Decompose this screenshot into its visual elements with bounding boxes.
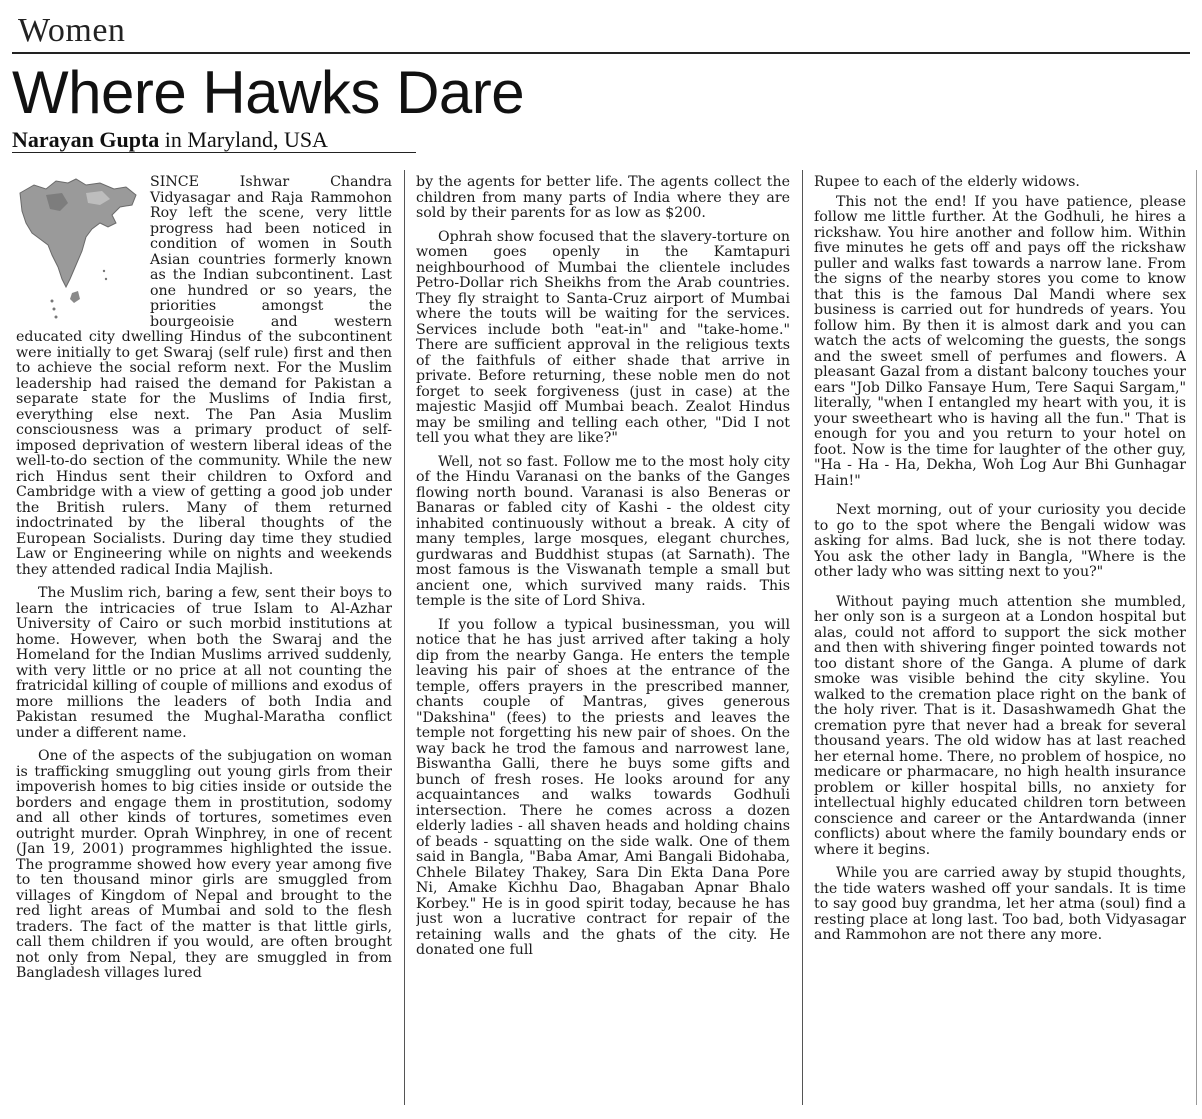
- paragraph: Next morning, out of your curiosity you decide to go to the spot where the Bengali widow was asking for alms. Bad luck, she is not there today. You ask the other lady in Bangla, "Where is the other lady who was sitting next to you?": [814, 502, 1186, 580]
- paragraph: If you follow a typical businessman, you will notice that he has just arrived after taking a holy dip from the nearby Ganga. He enters the temple leaving his pair of shoes at the entrance of the temple, offers prayers in the prescribed manner, chants couple of Mantras, gives generous "Dakshina" (fees) to the priests and leaves the temple not forgetting his new pair of shoes. On the way back he trod the famous and narrowest lane, Biswantha Galli, there he buys some gifts and bunch of fresh roses. He looks around for any acquaintances and walks towards Godhuli intersection. There he comes across a dozen elderly ladies - all shaven heads and holding chains of beads - squatting on the side walk. One of them said in Bangla, "Baba Amar, Ami Bangali Bidohaba, Chhele Bilatey Thakey, Sara Din Ekta Dana Pore Ni, Amake Kichhu Dao, Bhagaban Apnar Bhalo Korbey." He is in good spirit today, because he has just won a lucrative contract for repair of the retaining walls and the ghats of the city. He donated one full: [416, 616, 790, 958]
- byline-author: Narayan Gupta: [12, 127, 160, 152]
- paragraph: Rupee to each of the elderly widows.: [814, 175, 1080, 190]
- byline-divider: [12, 152, 416, 153]
- paragraph: While you are carried away by stupid thoughts, the tide waters washed off your sandals. It is time to say good buy grandma, let her atma (soul) find a resting place at long last. Too bad, both Vidyasagar and Rammohon are not there any more.: [814, 865, 1186, 943]
- column-divider: [802, 170, 803, 1105]
- paragraph: SINCE Ishwar Chandra Vidyasagar and Raja Rammohon Roy left the scene, very little progress had been noticed in condition of women in South Asian countries formerly known as the Indian subcontinent. Last one hundred or so years, the priorities amongst the bourgeoisie and western educated city dwelling Hindus of the subcontinent were initially to get Swaraj (self rule) first and then to achieve the social reform next. For the Muslim leadership had raised the demand for Pakistan a separate state for the Muslims of India first, everything else next. The Pan Asia Muslim consciousness was a primary product of self-imposed deprivation of western liberal ideas of the well-to-do section of the community. While the new rich Hindus sent their children to Oxford and Cambridge with a view of getting a good job under the British rulers. Many of them returned indoctrinated by the liberal thoughts of the European Socialists. During day time they studied Law or Engineering while on nights and weekends they attended radical India Majlish.: [16, 175, 392, 578]
- section-label: Women: [18, 12, 126, 49]
- paragraph: Well, not so fast. Follow me to the most holy city of the Hindu Varanasi on the banks of the Ganges flowing north bound. Varanasi is also Beneras or Banaras or fabled city of Kashi - the oldest city inhabited continuously without a break. A city of many temples, large mosques, elegant churches, gurdwaras and Buddhist stupas (at Sarnath). The most famous is the Viswanath temple a small but ancient one, which survived many raids. This temple is the site of Lord Shiva.: [416, 453, 790, 609]
- headline: Where Hawks Dare: [12, 59, 525, 126]
- paragraph: The Muslim rich, baring a few, sent their boys to learn the intricacies of true Islam to Al-Azhar University of Cairo or such morbid institutions at home. However, when both the Swaraj and the Homeland for the Indian Muslims arrived suddenly, with very little or no price at all not counting the fratricidal killing of couple of millions and exodus of more millions the leaders of both India and Pakistan resumed the Mughal-Maratha conflict under a different name.: [16, 585, 392, 741]
- paragraph: by the agents for better life. The agents collect the children from many parts of India where they are sold by their parents for as low as $200.: [416, 175, 790, 221]
- column-divider: [404, 170, 405, 1105]
- section-divider: [12, 52, 1190, 54]
- south-asia-map-icon: [16, 175, 142, 325]
- page-edge: [1196, 170, 1197, 1105]
- paragraph: This not the end! If you have patience, please follow me little further. At the Godhuli, he hires a rickshaw. You hire another and follow him. Within five minutes he gets off and pays off the rickshaw puller and walks fast towards a narrow lane. From the signs of the nearby stores you come to know that this is the famous Dal Mandi where sex business is carried out for hundreds of years. You follow him. By then it is almost dark and you can watch the acts of welcoming the guests, the songs and the sweet smell of perfumes and flowers. A pleasant Gazal from a distant balcony touches your ears "Job Dilko Fansaye Hum, Tere Saqui Sargam," literally, "when I entangled my heart with you, it is your sweetheart who is having all the fun." That is enough for you and you return to your hotel on foot. Now is the time for laughter of the other guy, "Ha - Ha - Ha, Dekha, Woh Log Aur Bhi Gunhagar Hain!": [814, 193, 1186, 489]
- article-column-3: [814, 175, 1186, 1105]
- paragraph: One of the aspects of the subjugation on woman is trafficking smuggling out young girls from their impoverish homes to big cities inside or outside the borders and engage them in prostitution, sodomy and all other kinds of tortures, sometimes even outright murder. Oprah Winphrey, in one of recent (Jan 19, 2001) programmes highlighted the issue. The programme showed how every year among five to ten thousand minor girls are smuggled from villages of Kingdom of Nepal and brought to the red light areas of Mumbai and sold to the flesh traders. The fact of the matter is that little girls, call them children if you would, are often brought not only from Nepal, they are smuggled in from Bangladesh villages lured: [16, 748, 392, 981]
- article-column-2: [416, 175, 790, 1105]
- byline-location: in Maryland, USA: [164, 127, 328, 152]
- paragraph: Ophrah show focused that the slavery-torture on women goes openly in the Kamtapuri neighbourhood of Mumbai the clientele includes Petro-Dollar rich Sheikhs from the Arab countries. They fly straight to Santa-Cruz airport of Mumbai where the touts will be waiting for the services. Services include both "eat-in" and "take-home." There are sufficient approval in the religious texts of the faithfuls of either shade that arrive in private. Before returning, these noble men do not forget to seek forgiveness (just in case) at the majestic Masjid off Mumbai beach. Zealot Hindus may be smiling and telling each other, "Did I not tell you what they are like?": [416, 228, 790, 446]
- paragraph: Without paying much attention she mumbled, her only son is a surgeon at a London hospital but alas, could not afford to support the sick mother and then with shivering finger pointed towards not too distant shore of the Ganga. A plume of dark smoke was visible behind the city skyline. You walked to the cremation place right on the bank of the holy river. That is it. Dasashwamedh Ghat the cremation pyre that never had a break for several thousand years. The old widow has at last reached her eternal home. There, no problem of hospice, no medicare or pharmacare, no high health insurance problem or killer hospital bills, no anxiety for intellectual highly educated children torn between conscience and career or the Antardwanda (inner conflicts) about where the family boundary ends or where it begins.: [814, 593, 1186, 858]
- article-column-1: [16, 175, 392, 1105]
- byline: [12, 127, 328, 153]
